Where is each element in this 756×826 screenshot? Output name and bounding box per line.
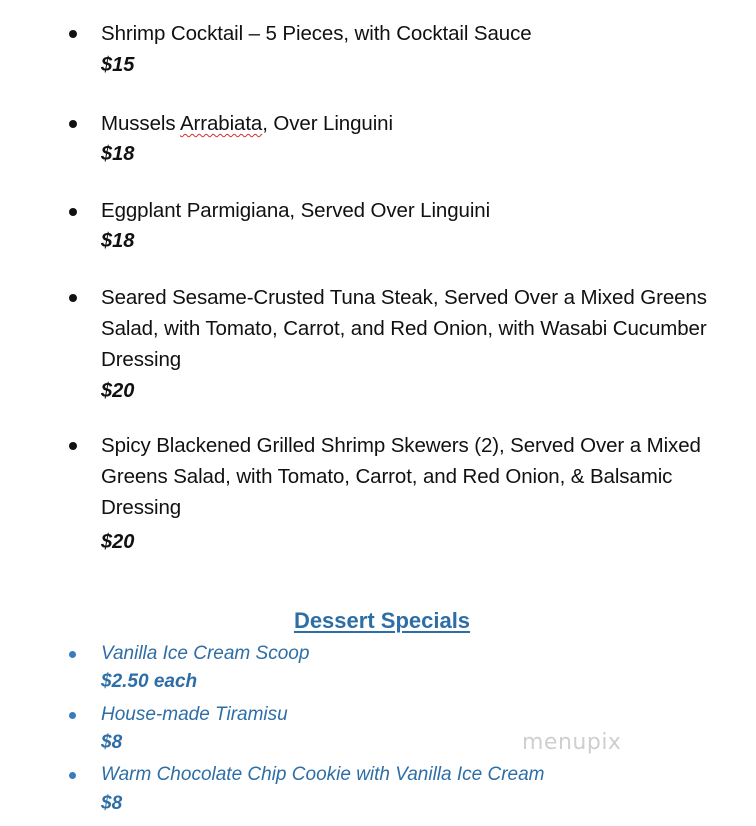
description-line: Dressing xyxy=(101,496,182,519)
bullet-icon xyxy=(69,772,76,779)
bullet-icon xyxy=(69,30,77,38)
description-line: Seared Sesame-Crusted Tuna Steak, Served Over a Mixed Greens xyxy=(101,286,707,309)
dessert-price: $8 xyxy=(101,732,123,753)
description-line: Dressing xyxy=(101,348,182,371)
bullet-icon xyxy=(69,712,76,719)
bullet-icon xyxy=(69,651,76,658)
item-description: Shrimp Cocktail – 5 Pieces, with Cocktail Sauce xyxy=(101,22,532,45)
dessert-name: Warm Chocolate Chip Cookie with Vanilla Ice Cream xyxy=(101,764,545,785)
description-line: Salad, with Tomato, Carrot, and Red Onion, with Wasabi Cucumber xyxy=(101,317,707,340)
item-price: $20 xyxy=(101,380,135,402)
item-price: $15 xyxy=(101,54,135,76)
item-description xyxy=(101,108,741,139)
item-description xyxy=(101,282,741,375)
bullet-icon xyxy=(69,120,77,128)
dessert-name: House-made Tiramisu xyxy=(101,704,288,725)
dessert-price: $8 xyxy=(101,793,123,814)
item-description-part: , Over Linguini xyxy=(262,112,393,135)
dessert-section-title: Dessert Specials xyxy=(293,608,471,633)
watermark: menupix xyxy=(522,730,622,755)
item-price: $18 xyxy=(101,143,135,165)
bullet-icon xyxy=(69,442,77,450)
item-description: Eggplant Parmigiana, Served Over Linguini xyxy=(101,199,491,222)
item-price: $20 xyxy=(101,531,135,553)
description-line: Greens Salad, with Tomato, Carrot, and Red Onion, & Balsamic xyxy=(101,465,673,488)
dessert-price: $2.50 each xyxy=(101,671,198,692)
dessert-name: Vanilla Ice Cream Scoop xyxy=(101,643,310,664)
bullet-icon xyxy=(69,208,77,216)
item-description xyxy=(101,430,741,523)
item-description-part: Mussels xyxy=(101,112,180,135)
bullet-icon xyxy=(69,294,77,302)
item-price: $18 xyxy=(101,230,135,252)
description-line: Spicy Blackened Grilled Shrimp Skewers (2), Served Over a Mixed xyxy=(101,434,701,457)
spellcheck-word: Arrabiata xyxy=(179,112,263,135)
